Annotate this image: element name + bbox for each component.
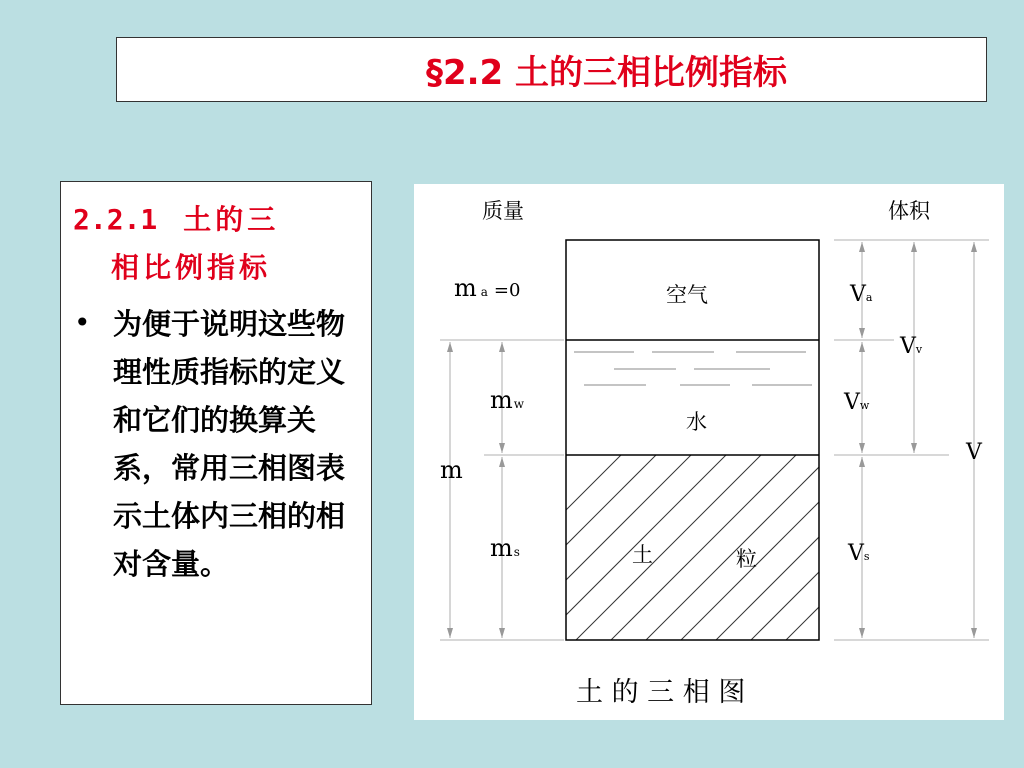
- ma-label: ma =0: [454, 274, 521, 302]
- bullet-dot-icon: •: [74, 306, 91, 339]
- vs-label: Vs: [848, 541, 870, 566]
- three-phase-diagram: [414, 184, 1004, 720]
- water-surface-marks: [574, 352, 812, 385]
- title-box: [116, 37, 987, 102]
- soil-hatch: [546, 425, 1004, 720]
- volume-header: 体积: [888, 199, 930, 223]
- soil-label-right: 粒: [736, 547, 757, 571]
- bullet-text: 为便于说明这些物理性质指标的定义和它们的换算关系，常用三相图表示土体内三相的相对含量。: [113, 307, 346, 581]
- vw-label: Vw: [844, 390, 870, 415]
- m-total-label: m: [440, 456, 463, 484]
- volume-arrowheads: [859, 242, 977, 638]
- ms-label: ms: [490, 534, 520, 562]
- section-title-line1: 土的三: [183, 203, 280, 236]
- air-label: 空气: [666, 283, 708, 307]
- text-panel: [60, 181, 372, 705]
- section-title-line2: 相比例指标: [111, 251, 272, 284]
- soil-label-left: 土: [632, 543, 653, 567]
- mass-header: 质量: [482, 199, 524, 223]
- page-title: §2.2 土的三相比例指标: [425, 53, 788, 93]
- section-heading: [73, 196, 373, 292]
- water-label: 水: [686, 410, 707, 434]
- mass-dimension-lines: [440, 340, 564, 640]
- vv-label: Vv: [900, 334, 923, 359]
- three-phase-diagram-svg: [414, 184, 1004, 720]
- v-total-label: V: [966, 440, 982, 465]
- va-label: Va: [850, 282, 873, 307]
- diagram-caption: 土 的 三 相 图: [576, 677, 746, 708]
- mw-label: mw: [490, 386, 525, 414]
- section-number: 2.2.1: [73, 203, 158, 236]
